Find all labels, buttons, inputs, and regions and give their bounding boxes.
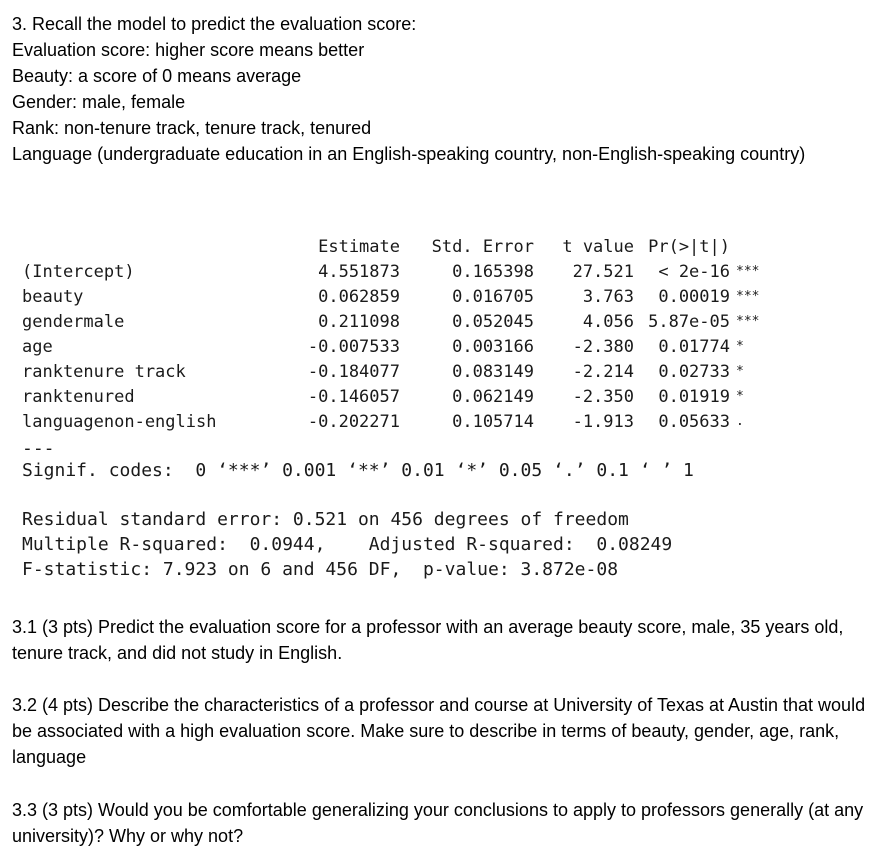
row-t-value: -2.214 [572, 361, 634, 382]
intro-language: Language (undergraduate education in an English-speaking country, non-English-speaking country) [12, 144, 806, 164]
row-estimate: -0.184077 [307, 361, 400, 382]
row-std-error: 0.003166 [452, 336, 534, 357]
intro-gender: Gender: male, female [12, 92, 186, 112]
problem-intro [12, 11, 872, 167]
row-t-value: 4.056 [582, 311, 634, 332]
row-estimate: -0.202271 [307, 411, 400, 432]
table-row [22, 359, 776, 384]
row-std-error: 0.083149 [452, 361, 534, 382]
table-row [22, 409, 776, 434]
row-std-error: 0.062149 [452, 386, 534, 407]
row-name: gendermale [22, 311, 125, 332]
row-p-value: < 2e-16 [658, 261, 730, 282]
row-p-value: 5.87e-05 [648, 311, 730, 332]
r-squared-line: Multiple R-squared: 0.0944, Adjusted R-squared: 0.08249 [22, 534, 673, 555]
row-estimate: 4.551873 [318, 261, 400, 282]
row-name: age [22, 336, 53, 357]
regression-coefficient-table [22, 234, 776, 434]
row-signif: *** [736, 264, 760, 279]
row-std-error: 0.165398 [452, 261, 534, 282]
row-signif: * [736, 364, 744, 379]
row-t-value: 27.521 [572, 261, 634, 282]
row-estimate: -0.007533 [307, 336, 400, 357]
row-name: ranktenured [22, 386, 135, 407]
row-signif: *** [736, 314, 760, 329]
table-header-row [22, 234, 776, 259]
row-p-value: 0.01919 [658, 386, 730, 407]
row-p-value: 0.05633 [658, 411, 730, 432]
row-name: languagenon-english [22, 411, 217, 432]
row-t-value: -2.380 [572, 336, 634, 357]
question-3-2: 3.2 (4 pts) Describe the characteristics of a professor and course at University of Texas at Austin that would be associated with a high evaluation score. Make sure to describe in terms of beauty, gender, age, rank, language [12, 695, 866, 767]
row-p-value: 0.00019 [658, 286, 730, 307]
intro-evaluation-score: Evaluation score: higher score means better [12, 40, 365, 60]
row-name: ranktenure track [22, 361, 186, 382]
row-std-error: 0.105714 [452, 411, 534, 432]
table-row [22, 284, 776, 309]
row-t-value: -1.913 [572, 411, 634, 432]
header-t-value: t value [562, 236, 634, 257]
row-signif: *** [736, 289, 760, 304]
row-p-value: 0.01774 [658, 336, 730, 357]
table-row [22, 259, 776, 284]
separator-line: --- [22, 438, 55, 459]
row-estimate: 0.062859 [318, 286, 400, 307]
row-p-value: 0.02733 [658, 361, 730, 382]
row-signif: * [736, 389, 744, 404]
table-row [22, 334, 776, 359]
row-signif: . [736, 414, 744, 429]
row-estimate: 0.211098 [318, 311, 400, 332]
row-t-value: -2.350 [572, 386, 634, 407]
table-row [22, 384, 776, 409]
intro-rank: Rank: non-tenure track, tenure track, tenured [12, 118, 372, 138]
row-std-error: 0.052045 [452, 311, 534, 332]
row-name: (Intercept) [22, 261, 135, 282]
intro-heading: 3. Recall the model to predict the evaluation score: [12, 14, 417, 34]
header-p-value: Pr(>|t|) [648, 236, 730, 257]
intro-beauty: Beauty: a score of 0 means average [12, 66, 302, 86]
signif-codes: Signif. codes: 0 ‘***’ 0.001 ‘**’ 0.01 ‘*’ 0.05 ‘.’ 0.1 ‘ ’ 1 [22, 460, 694, 481]
question-3-3: 3.3 (3 pts) Would you be comfortable generalizing your conclusions to apply to professors generally (at any university)? Why or why not? [12, 800, 864, 846]
question-3-1: 3.1 (3 pts) Predict the evaluation score for a professor with an average beauty score, male, 35 years old, tenure track, and did not study in English. [12, 617, 844, 663]
row-std-error: 0.016705 [452, 286, 534, 307]
header-std-error: Std. Error [431, 236, 534, 257]
row-t-value: 3.763 [582, 286, 634, 307]
f-statistic-line: F-statistic: 7.923 on 6 and 456 DF, p-value: 3.872e-08 [22, 559, 619, 580]
row-name: beauty [22, 286, 84, 307]
row-signif: * [736, 339, 744, 354]
table-row [22, 309, 776, 334]
residual-standard-error: Residual standard error: 0.521 on 456 degrees of freedom [22, 509, 629, 530]
header-estimate: Estimate [318, 236, 400, 257]
row-estimate: -0.146057 [307, 386, 400, 407]
